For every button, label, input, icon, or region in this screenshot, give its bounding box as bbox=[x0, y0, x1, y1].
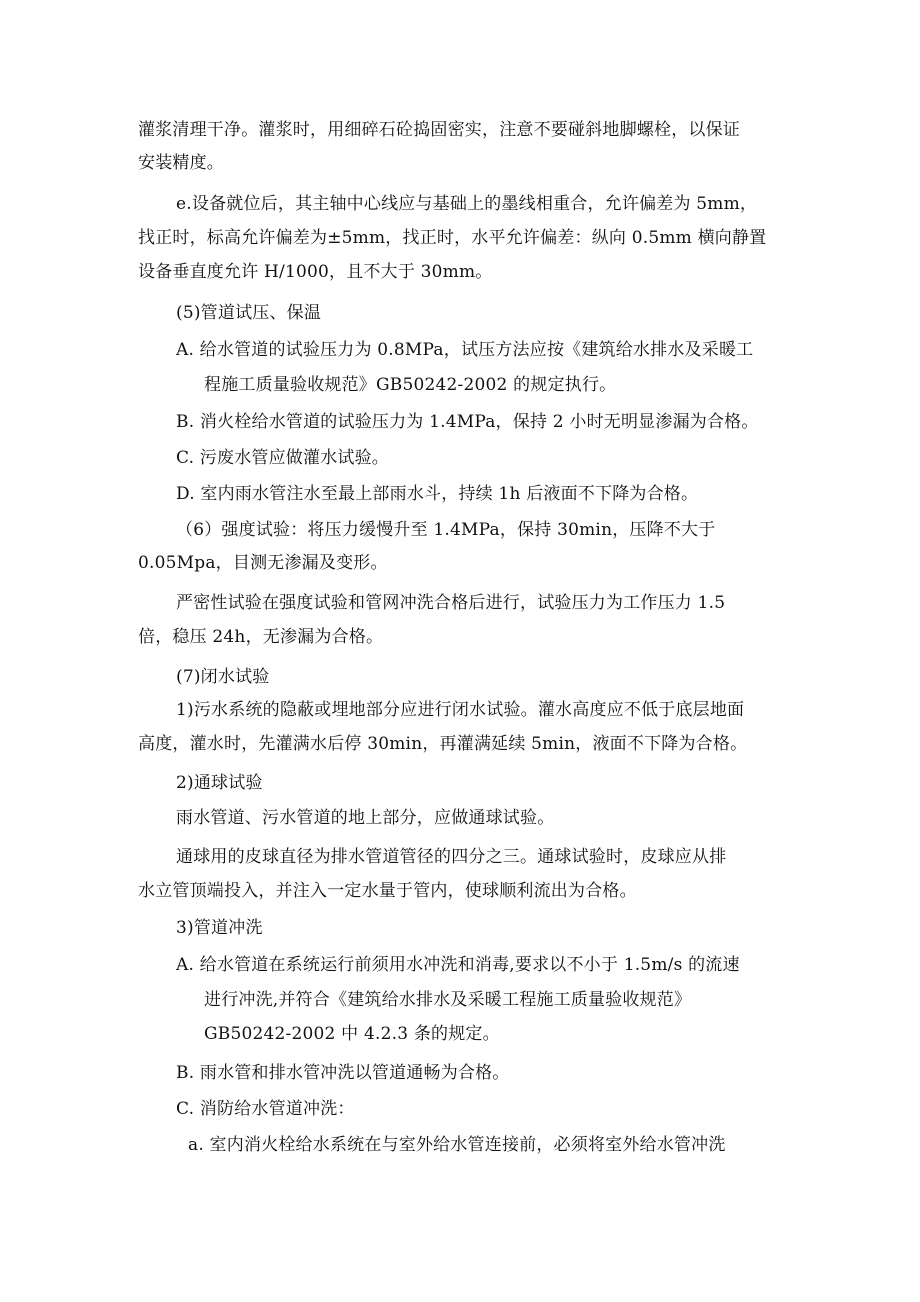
text-line: （6）强度试验：将压力缓慢升至 1.4MPa，保持 30min，压降不大于 bbox=[176, 520, 716, 540]
list-item-continuation: 程施工质量验收规范》GB50242-2002 的规定执行。 bbox=[204, 375, 617, 395]
list-item-continuation: 进行冲洗,并符合《建筑给水排水及采暖工程施工质量验收规范》 bbox=[204, 990, 692, 1010]
section-heading: (5)管道试压、保温 bbox=[176, 303, 322, 323]
text-line: 雨水管道、污水管道的地上部分，应做通球试验。 bbox=[176, 808, 555, 828]
text-line: e.设备就位后，其主轴中心线应与基础上的墨线相重合，允许偏差为 5mm， bbox=[176, 194, 758, 214]
text-line: 水立管顶端投入，并注入一定水量于管内，使球顺利流出为合格。 bbox=[138, 881, 637, 901]
list-item: C. 污废水管应做灌水试验。 bbox=[176, 448, 390, 468]
list-item-continuation: GB50242-2002 中 4.2.3 条的规定。 bbox=[204, 1024, 500, 1044]
text-line: 设备垂直度允许 H/1000，且不大于 30mm。 bbox=[138, 262, 493, 282]
text-line: 倍，稳压 24h，无渗漏为合格。 bbox=[138, 627, 384, 647]
text-line: 0.05Mpa，目测无渗漏及变形。 bbox=[138, 553, 388, 573]
list-item: C. 消防给水管道冲洗： bbox=[176, 1099, 355, 1119]
section-heading: 2)通球试验 bbox=[176, 773, 263, 793]
text-line: 安装精度。 bbox=[138, 153, 224, 173]
text-line: 严密性试验在强度试验和管网冲洗合格后进行，试验压力为工作压力 1.5 bbox=[176, 593, 726, 613]
text-line: 高度，灌水时，先灌满水后停 30min，再灌满延续 5min，液面不下降为合格。 bbox=[138, 734, 748, 754]
list-item: B. 雨水管和排水管冲洗以管道通畅为合格。 bbox=[176, 1063, 510, 1083]
list-item: B. 消火栓给水管道的试验压力为 1.4MPa，保持 2 小时无明显渗漏为合格。 bbox=[176, 412, 759, 432]
text-line: 灌浆清理干净。灌浆时，用细碎石砼捣固密实，注意不要碰斜地脚螺栓，以保证 bbox=[138, 120, 740, 140]
list-item: D. 室内雨水管注水至最上部雨水斗，持续 1h 后液面不下降为合格。 bbox=[176, 484, 699, 504]
text-line: 找正时，标高允许偏差为±5mm，找正时，水平允许偏差：纵向 0.5mm 横向静置 bbox=[138, 228, 767, 248]
list-item: A. 给水管道的试验压力为 0.8MPa，试压方法应按《建筑给水排水及采暖工 bbox=[176, 340, 754, 360]
list-item: A. 给水管道在系统运行前须用水冲洗和消毒,要求以不小于 1.5m/s 的流速 bbox=[176, 955, 740, 975]
section-heading: 3)管道冲洗 bbox=[176, 918, 263, 938]
section-heading: (7)闭水试验 bbox=[176, 667, 270, 687]
text-line: 1)污水系统的隐蔽或埋地部分应进行闭水试验。灌水高度应不低于底层地面 bbox=[176, 700, 745, 720]
list-item: a. 室内消火栓给水系统在与室外给水管连接前，必须将室外给水管冲洗 bbox=[188, 1135, 726, 1155]
text-line: 通球用的皮球直径为排水管道管径的四分之三。通球试验时，皮球应从排 bbox=[176, 847, 727, 867]
